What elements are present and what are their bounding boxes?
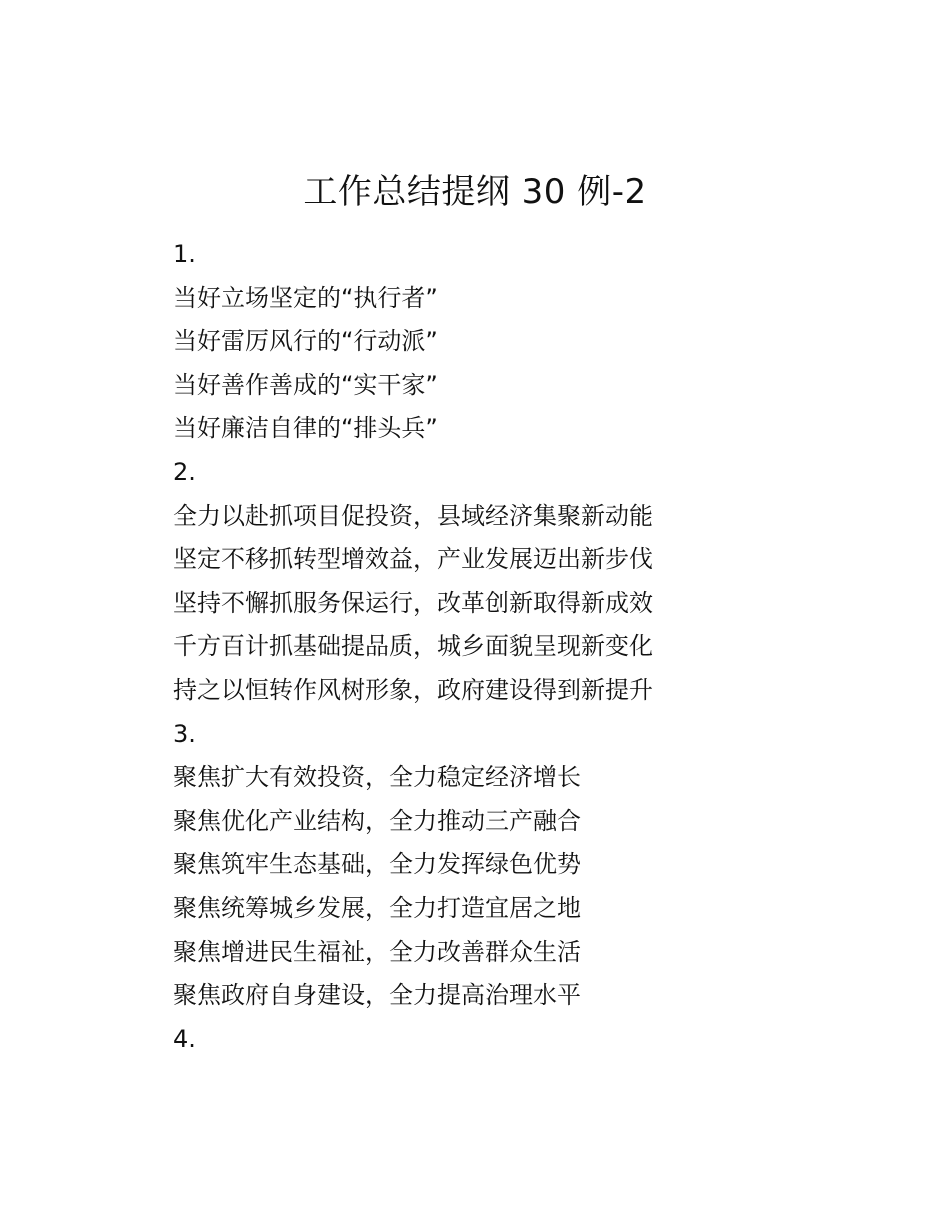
outline-line: 千方百计抓基础提品质，城乡面貌呈现新变化 [173,632,653,661]
outline-line: 持之以恒转作风树形象，政府建设得到新提升 [173,675,653,704]
outline-line: 聚焦统筹城乡发展，全力打造宜居之地 [173,893,581,922]
outline-line: 当好善作善成的“实干家” [173,370,438,399]
outline-line: 聚焦扩大有效投资，全力稳定经济增长 [173,763,581,792]
outline-line: 聚焦政府自身建设，全力提高治理水平 [173,981,581,1010]
outline-line: 坚定不移抓转型增效益，产业发展迈出新步伐 [173,545,653,574]
document-title: 工作总结提纲 30 例-2 [303,172,647,212]
outline-line: 聚焦增进民生福祉，全力改善群众生活 [173,937,581,966]
document-body [173,233,793,1061]
section-number: 3. [173,719,196,748]
outline-line: 当好廉洁自律的“排头兵” [173,414,438,443]
section-number: 2. [173,457,196,486]
outline-line: 坚持不懈抓服务保运行，改革创新取得新成效 [173,588,653,617]
section-number: 4. [173,1024,196,1053]
outline-line: 全力以赴抓项目促投资，县域经济集聚新动能 [173,501,653,530]
outline-line: 聚焦筑牢生态基础，全力发挥绿色优势 [173,850,581,879]
outline-line: 聚焦优化产业结构，全力推动三产融合 [173,806,581,835]
outline-line: 当好立场坚定的“执行者” [173,283,438,312]
outline-line: 当好雷厉风行的“行动派” [173,327,438,356]
section-number: 1. [173,240,196,268]
